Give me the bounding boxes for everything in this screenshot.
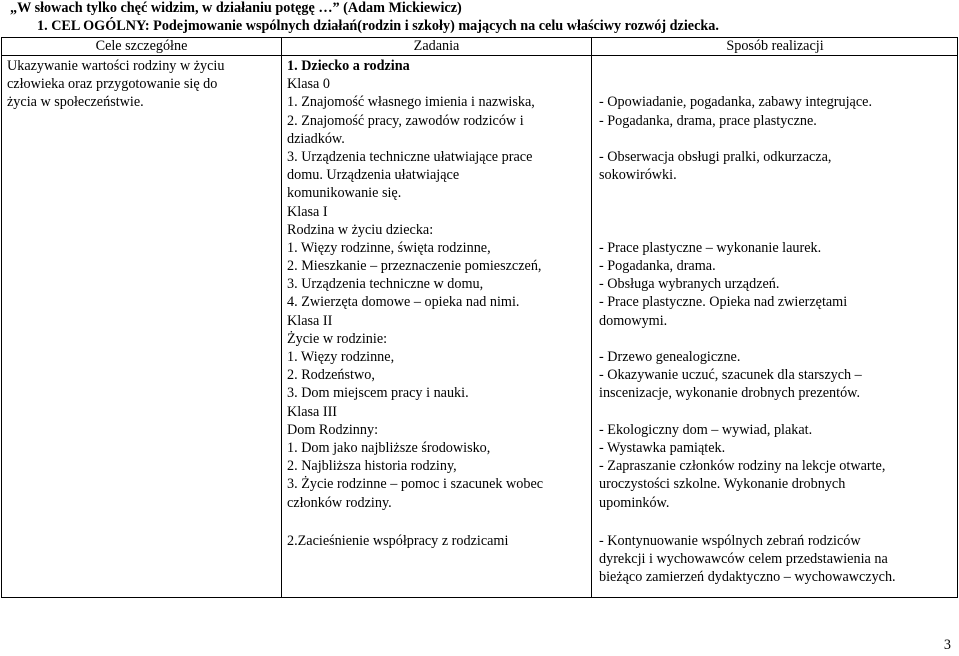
task-line: komunikowanie się. bbox=[287, 185, 402, 202]
method-line: domowymi. bbox=[599, 312, 668, 329]
task-line: 4. Zwierzęta domowe – opieka nad nimi. bbox=[287, 294, 520, 311]
method-line: dyrekcji i wychowawców celem przedstawienia na bbox=[599, 550, 888, 567]
class-label: Klasa 0 bbox=[287, 76, 330, 93]
general-goal: 1. CEL OGÓLNY: Podejmowanie wspólnych działań(rodzin i szkoły) mających na celu właściwy rozwój dziecka. bbox=[37, 18, 719, 34]
task-line: 1. Więzy rodzinne, bbox=[287, 349, 395, 365]
task-line: 2.Zacieśnienie współpracy z rodzicami bbox=[287, 532, 509, 549]
task-line: 2. Rodzeństwo, bbox=[287, 367, 375, 384]
task-line: Dom Rodzinny: bbox=[287, 421, 379, 438]
header-methods: Sposób realizacji bbox=[726, 38, 824, 54]
task-line: dziadków. bbox=[287, 130, 345, 147]
class-label: Klasa II bbox=[287, 312, 333, 329]
method-line: - Obserwacja obsługi pralki, odkurzacza, bbox=[599, 148, 832, 165]
method-line: inscenizacje, wykonanie drobnych prezentów. bbox=[599, 385, 861, 402]
task-line: domu. Urządzenia ułatwiające bbox=[287, 167, 460, 184]
class-label: Klasa III bbox=[287, 403, 338, 420]
task-line: 3. Życie rodzinne – pomoc i szacunek wobec bbox=[287, 476, 544, 493]
class-label: Klasa I bbox=[287, 203, 328, 220]
header-goals: Cele szczegółne bbox=[95, 38, 188, 54]
tasks-cell bbox=[287, 57, 543, 550]
method-line: - Wystawka pamiątek. bbox=[599, 439, 726, 456]
method-line: - Drzewo genealogiczne. bbox=[599, 349, 741, 365]
method-line: - Prace plastyczne. Opieka nad zwierzętami bbox=[599, 294, 848, 311]
task-line: członków rodziny. bbox=[287, 494, 392, 511]
page-number: 3 bbox=[943, 637, 951, 653]
task-line: 1. Dom jako najbliższe środowisko, bbox=[287, 439, 491, 456]
column-divider bbox=[591, 38, 592, 597]
header-divider bbox=[2, 55, 957, 56]
header-tasks: Zadania bbox=[413, 38, 460, 54]
method-line: - Prace plastyczne – wykonanie laurek. bbox=[599, 239, 822, 256]
task-line: 1. Więzy rodzinne, święta rodzinne, bbox=[287, 239, 491, 256]
goal-line: człowieka oraz przygotowanie się do bbox=[7, 76, 218, 93]
task-line: 2. Najbliższa historia rodziny, bbox=[287, 458, 457, 475]
method-line: - Pogadanka, drama, prace plastyczne. bbox=[599, 112, 817, 129]
method-line: - Okazywanie uczuć, szacunek dla starszych – bbox=[599, 367, 862, 384]
method-line: - Kontynuowanie wspólnych zebrań rodziców bbox=[599, 532, 861, 549]
method-line: - Obsługa wybranych urządzeń. bbox=[599, 276, 780, 293]
method-line: - Opowiadanie, pogadanka, zabawy integrujące. bbox=[599, 94, 872, 111]
method-line: - Pogadanka, drama. bbox=[599, 258, 716, 275]
task-line: 1. Znajomość własnego imienia i nazwiska, bbox=[287, 94, 535, 111]
task-line: Rodzina w życiu dziecka: bbox=[287, 221, 434, 238]
method-line: sokowirówki. bbox=[599, 167, 677, 184]
method-line: - Ekologiczny dom – wywiad, plakat. bbox=[599, 421, 813, 438]
task-line: 3. Urządzenia techniczne ułatwiające prace bbox=[287, 148, 533, 165]
task-line: 2. Mieszkanie – przeznaczenie pomieszczeń, bbox=[287, 258, 542, 275]
column-divider bbox=[281, 38, 282, 597]
section-title: 1. Dziecko a rodzina bbox=[287, 58, 410, 74]
goals-cell bbox=[7, 57, 224, 112]
motto-quote: „W słowach tylko chęć widzim, w działaniu potęgę …” (Adam Mickiewicz) bbox=[10, 0, 462, 16]
method-line: upominków. bbox=[599, 494, 670, 511]
task-line: Życie w rodzinie: bbox=[287, 330, 388, 347]
plan-table bbox=[1, 37, 958, 598]
method-line: - Zapraszanie członków rodziny na lekcje otwarte, bbox=[599, 458, 886, 475]
goal-line: życia w społeczeństwie. bbox=[7, 94, 144, 111]
methods-cell bbox=[599, 57, 896, 586]
task-line: 3. Dom miejscem pracy i nauki. bbox=[287, 385, 469, 402]
goal-line: Ukazywanie wartości rodziny w życiu bbox=[7, 58, 225, 74]
method-line: uroczystości szkolne. Wykonanie drobnych bbox=[599, 476, 846, 493]
method-line: bieżąco zamierzeń dydaktyczno – wychowawczych. bbox=[599, 569, 896, 586]
task-line: 2. Znajomość pracy, zawodów rodziców i bbox=[287, 112, 524, 129]
task-line: 3. Urządzenia techniczne w domu, bbox=[287, 276, 484, 293]
